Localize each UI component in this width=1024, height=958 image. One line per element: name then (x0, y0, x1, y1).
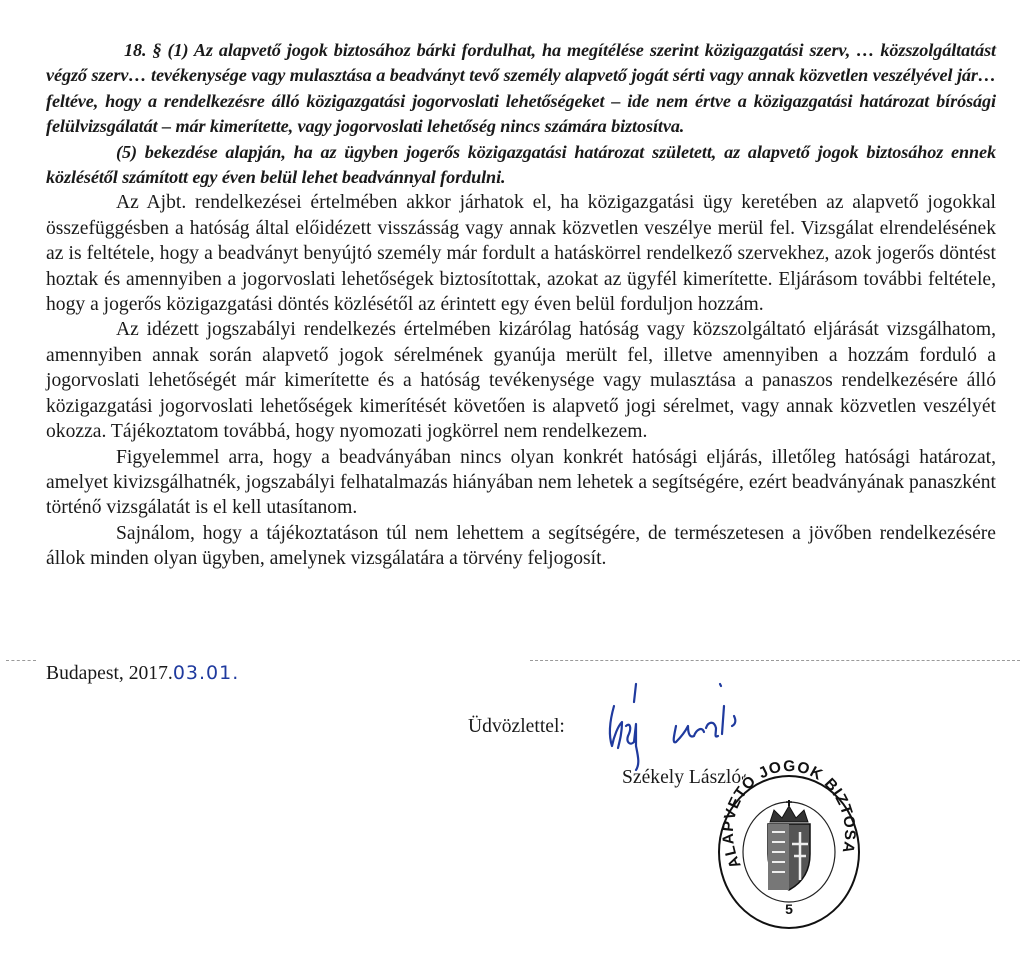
official-stamp (716, 752, 862, 932)
closing-greeting: Üdvözlettel: (468, 716, 565, 737)
scan-artifact-line-right (530, 660, 1020, 661)
scan-artifact-line-left (6, 660, 36, 661)
stamp-text: ALAPVETŐ JOGOK BIZTOSA (719, 758, 859, 871)
place-date-printed: Budapest, 2017. (46, 663, 173, 684)
body-paragraph-2: Az idézett jogszabályi rendelkezés értelmében kizárólag hatóság vagy közszolgáltató eljárását vizsgálhatom, amennyiben annak során alapvető jogok sérelmének gyanúja merült fel, illetve amennyiben a hozzám forduló a jogorvoslati lehetőségét már kimerítette és a hatóság tevékenysége vagy mulasztása a panaszos rendelkezésére álló közigazgatási jogorvoslati lehetőségek kimerítését követően is alapvető jogi sérelmet, vagy annak közvetlen veszélyét okozza. Tájékoztatom továbbá, hogy nyomozati jogkörrel nem rendelkezem. (46, 319, 996, 443)
coat-of-arms-icon (768, 800, 810, 890)
stamp-number: 5 (785, 901, 793, 917)
body-paragraph-1: Az Ajbt. rendelkezései értelmében akkor járhatok el, ha közigazgatási ügy keretében az alapvető jogokkal összefüggésben a hatóság által előidézett visszásság vagy annak közvetlen veszélye merül fel. Vizsgálat elrendelésének az is feltétele, hogy a beadványt benyújtó személy már fordult a hatáskörrel rendelkező szervekhez, azok jogerős döntést hoztak és amennyiben a jogorvoslati lehetőségek biztosítottak, azokat az ügyfél kimerítette. Eljárásom további feltétele, hogy a jogerős közigazgatási döntés közlésétől az érintett egy éven belül forduljon hozzám. (46, 192, 996, 316)
date-handwritten: 03.01. (172, 662, 240, 684)
letter-body (46, 38, 996, 572)
signer-name: Székely László (622, 767, 742, 788)
quoted-law-paragraph-2: (5) bekezdése alapján, ha az ügyben jogerős közigazgatási határozat született, az alapvető jogok biztosához ennek közlésétől számított egy éven belül lehet beadvánnyal fordulni. (46, 141, 996, 188)
body-paragraph-3: Figyelemmel arra, hogy a beadványában nincs olyan konkrét hatósági eljárás, illetőleg hatósági határozat, amelyet kivizsgálhatnék, jogszabályi felhatalmazás hiányában nem lehetek a segítségére, ezért beadványának panaszként történő vizsgálatát is el kell utasítanom. (46, 446, 996, 519)
place-and-date (46, 662, 239, 685)
quoted-law-paragraph-1: 18. § (1) Az alapvető jogok biztosához bárki fordulhat, ha megítélése szerint közigazgatási szerv, … közszolgáltatást végző szerv… tevékenysége vagy mulasztása a beadványt tevő személy alapvető jogát sérti vagy annak közvetlen veszélyével jár… feltéve, hogy a rendelkezésre álló közigazgatási jogorvoslati lehetőségeket – ide nem értve a közigazgatási határozat bírósági felülvizsgálatát – már kimerítette, vagy jogorvoslati lehetőség nincs számára biztosítva. (46, 40, 996, 137)
body-paragraph-4: Sajnálom, hogy a tájékoztatáson túl nem lehettem a segítségére, de természetesen a jövőben rendelkezésére állok minden olyan ügyben, amelynek vizsgálatára a törvény feljogosít. (46, 522, 996, 570)
